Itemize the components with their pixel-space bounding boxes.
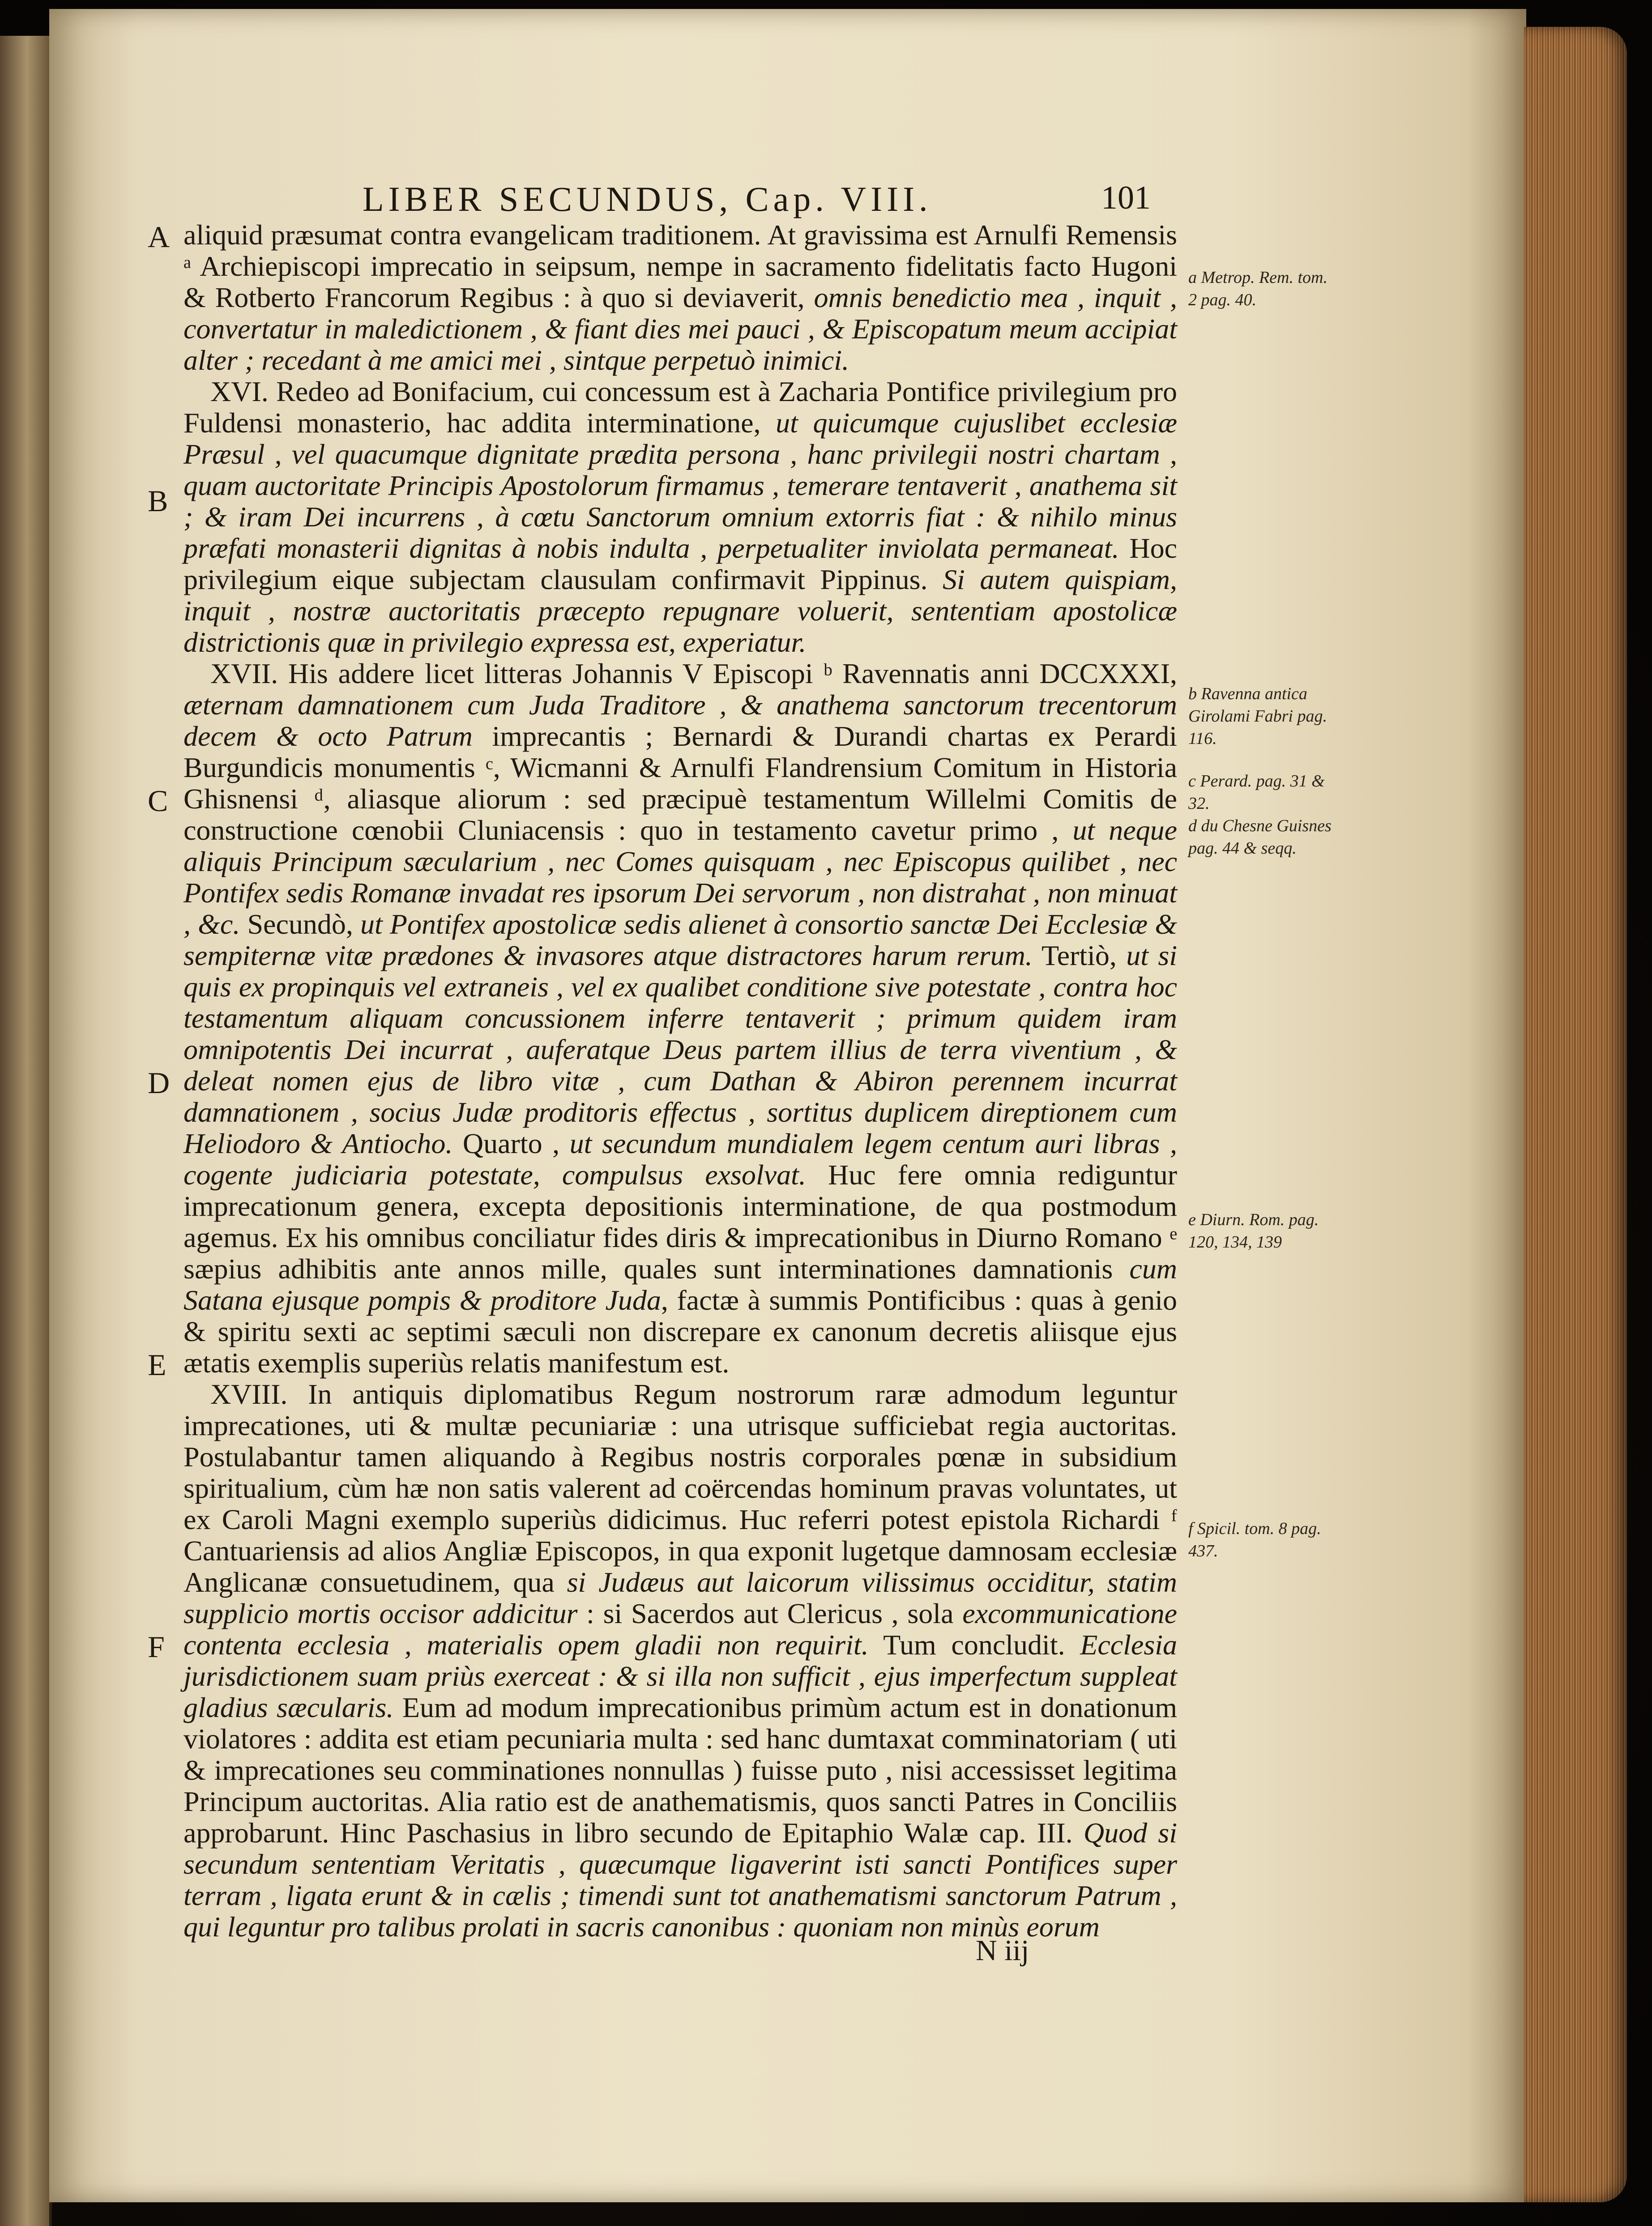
text-run: Tertiò, [1032,940,1127,971]
text-run: , factæ à summis Pontificibus : quas à genio & spiritu sexti ac septimi sæculi non discrepare ex canonum decretis aliisque ejus ætatis exemplis superiùs relatis manifestum est. [184,1284,1178,1379]
text-run: Quarto , [452,1128,570,1159]
main-text [184,219,1177,1943]
page-block-edges [1524,27,1627,2202]
page-number: 101 [1101,179,1151,216]
running-head [49,179,1526,218]
text-run: Secundò, [240,908,360,940]
text-run-italic: ut secundum mundialem legem centum auri libras , cogente judiciaria potestate, compulsus exsolvat. [184,1128,1178,1191]
text-run: XVI. Redeo ad Bonifacium, cui concessum est à Zacharia Pontifice privilegium pro Fuldensi monasterio, hac addita interminatione, [184,376,1177,439]
paragraph-a [184,219,1177,376]
margin-letter-b: B [148,484,168,518]
previous-page-edge [0,36,52,2226]
text-run: Huc fere omnia rediguntur imprecationum genera, excepta depositionis interminatione, de qua postmodum agemus. Ex his omnibus conciliatur fides diris & imprecationibus in Diurno Romano ᵉ sæpius adhibitis ante annos mille, quales sunt interminationes damnationis [184,1159,1177,1285]
margin-note-c: c Perard. pag. 31 & 32. [1188,772,1325,813]
text-run: aliquid præsumat contra evangelicam traditionem. At gravissima est Arnulfi Remensis ᵃ Archiepiscopi imprecatio in seipsum, nempe in sacramento fidelitatis facto Hugoni & Rotberto Francorum Regibus : à quo si deviaverit, [184,219,1177,313]
paragraph-xvii [184,658,1177,1379]
text-run: Eum ad modum imprecationibus primùm actum est in donationum violatores : addita est etiam pecuniaria multa : sed hanc dumtaxat comminatoriam ( uti & imprecationes seu comminationes nonnullas ) fuisse puto , nisi accessisset legitima Principum auctoritas. Alia ratio est de anathematismis, quos sancti Patres in Conciliis approbarunt. Hinc Paschasius in libro secundo de Epitaphio Walæ cap. III. [184,1692,1177,1849]
text-run-italic: ut neque aliquis Principum sæcularium , nec Comes quisquam , nec Episcopus quilibet , nec Pontifex sedis Romanæ invadat res ipsorum Dei servorum , non distrahat , non minuat , &c. [184,814,1178,940]
paragraph-xviii [184,1379,1177,1943]
text-run: Tum concludit. [868,1629,1080,1661]
text-run-italic: ut quicumque cujuslibet ecclesiæ Præsul , vel quacumque dignitate prædita persona , hanc privilegii nostri chartam , quam auctoritate Principis Apostolorum firmamus , temerare tentaverit , anathema sit ; & iram Dei incurrens , à cœtu Sanctorum omnium extorris fiat : & nihilo minus præfati monasterii dignitas à nobis indulta , perpetualiter inviolata permaneat. [184,407,1178,564]
margin-note-f: f Spicil. tom. 8 pag. 437. [1188,1519,1321,1560]
text-run: : si Sacerdos aut Clericus , sola [577,1598,963,1629]
text-run-italic: si Judæus aut laicorum vilissimus occiditur, statim supplicio mortis occisor addicitur [184,1566,1178,1629]
margin-note-d: d du Chesne Guisnes pag. 44 & seqq. [1188,816,1332,858]
margin-letter-a: A [148,220,170,254]
book-page [49,9,1526,2202]
text-run: XVII. His addere licet litteras Johannis V Episcopi ᵇ Ravennatis anni DCCXXXI, [210,658,1177,689]
signature-mark: N iij [976,1934,1029,1967]
margin-letter-d: D [148,1066,170,1100]
text-run-italic: æternam damnationem cum Juda Traditore , & anathema sanctorum trecentorum decem & octo Patrum [184,689,1177,752]
text-run-italic: excommunicatione contenta ecclesia , materialis opem gladii non requirit. [184,1598,1178,1661]
text-run: XVIII. In antiquis diplomatibus Regum nostrorum raræ admodum leguntur imprecationes, uti & multæ pecuniariæ : una utrisque sufficiebat regia auctoritas. Postulabantur tamen aliquando à Regibus nostris corporales pœnæ in subsidium spiritualium, cùm hæ non satis valerent ad coërcendas hominum pravas voluntates, ut ex Caroli Magni exemplo superiùs didicimus. Huc referri potest epistola Richardi ᶠ Cantuariensis ad alios Angliæ Episcopos, in qua exponit lugetque damnosam ecclesiæ Anglicanæ consuetudinem, qua [184,1378,1177,1598]
text-run-italic: cum Satana ejusque pompis & proditore Juda [184,1253,1177,1316]
margin-note-e: e Diurn. Rom. pag. 120, 134, 139 [1188,1210,1319,1252]
text-run: Hoc privilegium eique subjectam clausulam confirmavit Pippinus. [184,532,1178,595]
text-run-italic: ut Pontifex apostolicæ sedis alienet à consortio sanctæ Dei Ecclesiæ & sempiternæ vitæ prædones & invasores atque distractores harum rerum. [184,908,1178,971]
text-run-italic: Si autem quispiam, inquit , nostræ auctoritatis præcepto repugnare voluerit, sententiam apostolicæ districtionis quæ in privilegio expressa est, experiatur. [184,564,1178,658]
text-run: imprecantis ; Bernardi & Durandi chartas ex Perardi Burgundicis monumentis ᶜ, Wicmanni & Arnulfi Flandrensium Comitum in Historia Ghisnensi ᵈ, aliasque aliorum : sed præcipuè testamentum Willelmi Comitis de constructione cœnobii Cluniacensis : quo in testamento cavetur primo , [184,720,1178,846]
margin-letter-c: C [148,784,168,818]
margin-note-a: a Metrop. Rem. tom. 2 pag. 40. [1188,268,1328,309]
text-run-italic: omnis benedictio mea , inquit , convertatur in maledictionem , & fiant dies mei pauci , & Episcopatum meum accipiat alter ; recedant à me amici mei , sintque perpetuò inimici. [184,282,1178,376]
paragraph-xvi [184,376,1177,658]
text-run-italic: Quod si secundum sententiam Veritatis , quæcumque ligaverint isti sancti Pontifices super terram , ligata erunt & in cælis ; timendi sunt tot anathematismi sanctorum Patrum , qui leguntur pro talibus prolati in sacris canonibus : quoniam non minùs eorum [184,1817,1178,1943]
margin-note-b: b Ravenna antica Girolami Fabri pag. 116. [1188,684,1327,748]
text-run-italic: Ecclesia jurisdictionem suam priùs exerceat : & si illa non sufficit , ejus imperfectum suppleat gladius sæcularis. [184,1629,1177,1723]
text-run-italic: ut si quis ex propinquis vel extraneis , vel ex qualibet conditione sive potestate , contra hoc testamentum aliquam concussionem inferre tentaverit ; primum quidem iram omnipotentis Dei incurrat , auferatque Deus partem illius de terra viventium , & deleat nomen ejus de libro vitæ , cum Dathan & Abiron perennem incurrat damnationem , socius Judæ proditoris effectus , sortitus duplicem direptionem cum Heliodoro & Antiocho. [184,940,1178,1159]
running-head-title: LIBER SECUNDUS, Cap. VIII. [363,179,932,218]
margin-letter-f: F [148,1630,165,1664]
margin-letter-e: E [148,1348,166,1382]
